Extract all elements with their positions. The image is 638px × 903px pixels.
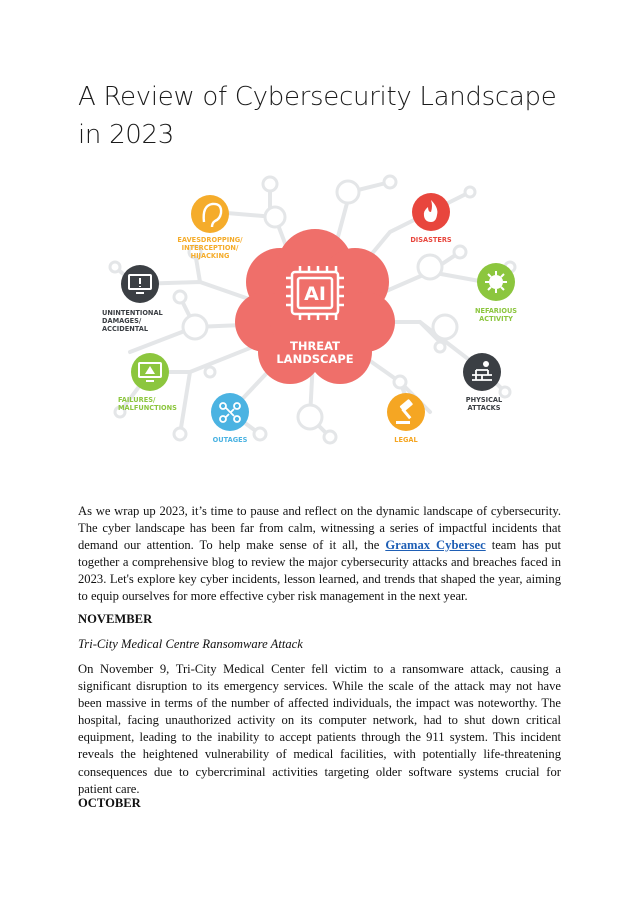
unintentional-node <box>121 265 159 303</box>
gramax-cybersec-link[interactable]: Gramax Cybersec <box>385 538 486 553</box>
article-title: A Review of Cybersecurity Landscape in 2023 <box>78 82 557 150</box>
intro-text-before-link: As we wrap up 2023, it’s time to pause and reflect on the dynamic landscape of cybersecurity. The cyber landscape has been far from calm, witnessing a series of impactful incidents that demand our attention. To help make sense of it all, the <box>78 504 561 553</box>
outages-node <box>211 393 249 431</box>
label-unintentional: UNINTENTIONAL DAMAGES/ ACCIDENTAL <box>102 309 163 333</box>
section-body-paragraph: On November 9, Tri-City Medical Center fell victim to a ransomware attack, causing a significant disruption to its emergency services. While the scale of the attack may not have been massive in terms of the number of affected individuals, the impact was noteworthy. The hospital, facing unauthorized activity on its computer network, had to shut down critical equipment, leading to the inability to accept patients through the 911 system. This incident reveals the heightened vulnerability of medical facilities, with potentially life-threatening consequences due to cybercriminal activities targeting older software systems crucial for patient care. <box>78 662 561 796</box>
section-heading-november: NOVEMBER <box>78 612 153 626</box>
section-heading-october: OCTOBER <box>78 796 141 810</box>
intro-text-after-link: team has put together a comprehensive blog to review the major cybersecurity attacks and breaches faced in 2023. Let's explore key cyber incidents, lesson learned, and trends that shaped the year, aiming to equip ourselves for more effective cyber risk management in the next year. <box>78 538 561 604</box>
intro-paragraph <box>78 503 561 606</box>
label-legal: LEGAL <box>394 436 418 444</box>
center-threat-landscape-label: THREAT LANDSCAPE <box>276 339 354 366</box>
virus-icon <box>489 275 503 289</box>
legal-node <box>387 393 425 431</box>
label-eavesdropping: EAVESDROPPING/ INTERCEPTION/ HIJACKING <box>177 236 243 260</box>
physical-node <box>463 353 501 391</box>
failures-node <box>131 353 169 391</box>
eavesdropping-node <box>191 195 229 233</box>
center-chip-label: AI <box>304 283 326 305</box>
label-physical: PHYSICAL ATTACKS <box>465 396 503 412</box>
label-failures: FAILURES/ MALFUNCTIONS <box>118 396 177 412</box>
nefarious-node <box>477 263 515 301</box>
section-subheading: Tri-City Medical Centre Ransomware Attack <box>78 637 303 651</box>
label-nefarious: NEFARIOUS ACTIVITY <box>474 307 518 323</box>
label-disasters: DISASTERS <box>410 236 452 244</box>
disasters-node <box>412 193 450 231</box>
threat-landscape-infographic <box>100 172 530 462</box>
label-outages: OUTAGES <box>212 436 248 444</box>
